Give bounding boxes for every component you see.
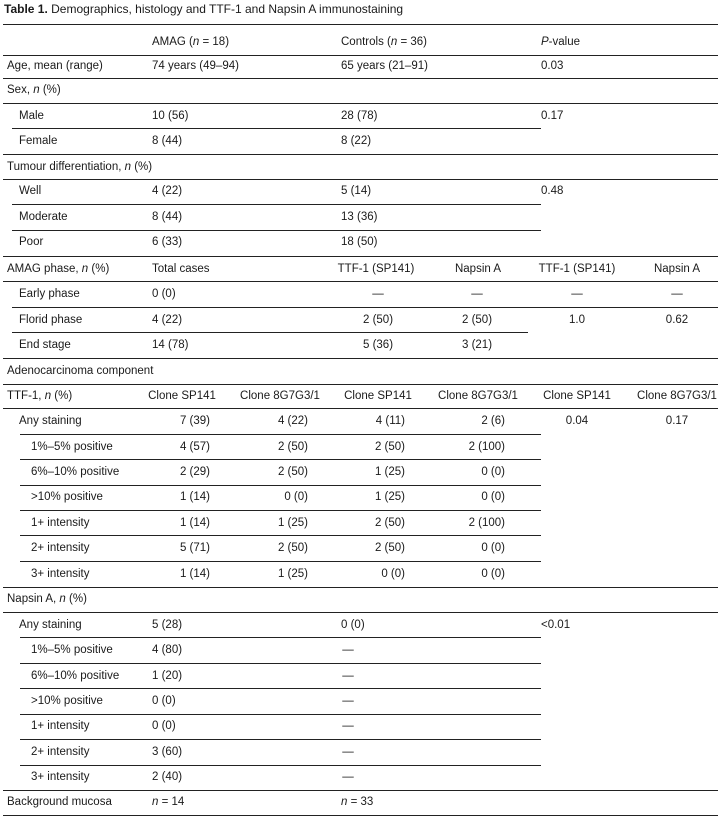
- napsin-row-amag: [152, 669, 182, 683]
- napsin-row-label: [31, 770, 90, 784]
- napsin-row-label: [19, 618, 82, 632]
- diff-row-controls-text: 13 (36): [341, 211, 378, 223]
- ttf1-row-ctrl-8g7g3-text: 0 (0): [481, 491, 505, 503]
- ttf1-row-amag-sp141: [180, 414, 210, 428]
- diff-row-controls: [341, 184, 371, 198]
- phase-row-ttf-text: 2 (50): [362, 314, 394, 326]
- phase-label-text: (%): [88, 263, 110, 275]
- header-pvalue: [541, 35, 580, 49]
- ttf1-row-amag-8g7g3: [278, 440, 308, 454]
- ttf1-row-ctrl-sp141: [381, 567, 405, 581]
- table-rule: [3, 256, 718, 257]
- ttf1-row-amag-sp141: [180, 440, 210, 454]
- phase-row-ttf: [372, 287, 384, 301]
- ttf1-header-3: [344, 389, 412, 403]
- phase-label-text: n: [81, 263, 89, 275]
- sex-row-amag: [152, 134, 182, 148]
- ttf1-row-label: [31, 516, 90, 530]
- table-rule: [20, 434, 541, 435]
- background-controls: [341, 795, 373, 809]
- phase-p-ttf: [569, 313, 585, 327]
- ttf1-row-label-text: 3+ intensity: [31, 568, 90, 580]
- ttf1-row-ctrl-sp141-text: 2 (50): [374, 542, 405, 554]
- age-label: [7, 59, 103, 73]
- header-pvalue-text: P: [541, 36, 549, 48]
- ttf1-row-amag-sp141-text: 1 (14): [179, 491, 210, 503]
- sex-row-controls: [341, 109, 377, 123]
- sex-label-text: n: [33, 84, 40, 96]
- ttf1-row-ctrl-8g7g3: [481, 490, 505, 504]
- napsin-row-amag-text: 0 (0): [152, 720, 176, 732]
- table-rule: [3, 358, 718, 359]
- ttf1-row-label-text: >10% positive: [31, 491, 103, 503]
- ttf1-row-label: [31, 490, 103, 504]
- header-amag-text: = 18): [199, 36, 230, 48]
- phase-label: [7, 262, 109, 276]
- ttf1-row-ctrl-8g7g3-text: 0 (0): [481, 466, 505, 478]
- table-rule: [20, 765, 541, 766]
- sex-pvalue-text: 0.17: [541, 110, 564, 122]
- napsin-row-controls-text: —: [342, 695, 354, 707]
- ttf1-row-amag-8g7g3: [284, 490, 308, 504]
- phase-p-early-napsin: [671, 287, 683, 301]
- age-amag-text: 74 years (49–94): [152, 60, 239, 72]
- table-rule: [3, 55, 718, 56]
- sex-row-amag-text: 10 (56): [152, 110, 189, 122]
- napsin-label-text: Napsin A,: [7, 593, 60, 605]
- table-rule: [20, 637, 541, 638]
- phase-ttf-header-text: TTF-1 (SP141): [337, 263, 415, 275]
- napsin-row-label: [31, 669, 119, 683]
- napsin-row-label-text: 2+ intensity: [31, 746, 90, 758]
- ttf1-row-amag-8g7g3: [278, 465, 308, 479]
- ttf1-row-ctrl-sp141-text: 1 (25): [374, 466, 405, 478]
- table-title: Demographics, histology and TTF-1 and Napsin A immunostaining: [51, 2, 404, 16]
- header-amag: [152, 35, 229, 49]
- header-controls-text: n: [390, 36, 398, 48]
- diff-label-text: (%): [131, 161, 153, 173]
- napsin-row-label: [31, 719, 90, 733]
- phase-row-label: [19, 338, 71, 352]
- table-rule: [20, 688, 541, 689]
- ttf1-row-ctrl-8g7g3: [481, 465, 505, 479]
- sex-row-controls: [341, 134, 371, 148]
- phase-row-label-text: Florid phase: [19, 314, 83, 326]
- ttf1-row-ctrl-sp141: [375, 516, 405, 530]
- phase-p-early-ttf-text: —: [571, 288, 583, 300]
- age-label-text: Age, mean (range): [7, 60, 103, 72]
- background-controls-text: n: [341, 796, 348, 808]
- napsin-row-amag-text: 1 (20): [152, 670, 183, 682]
- diff-row-amag-text: 8 (44): [152, 211, 183, 223]
- napsin-row-controls-text: 0 (0): [341, 619, 365, 631]
- table-number: Table 1.: [4, 2, 48, 16]
- ttf1-p-8g7g3: [666, 414, 688, 428]
- phase-row-total-text: 14 (78): [152, 339, 189, 351]
- phase-row-napsin-text: 2 (50): [461, 314, 493, 326]
- phase-row-ttf: [363, 313, 393, 327]
- ttf1-row-ctrl-8g7g3-text: 2 (100): [468, 441, 505, 453]
- ttf1-row-amag-sp141-text: 4 (57): [179, 441, 210, 453]
- phase-row-total-text: 0 (0): [152, 288, 176, 300]
- diff-row-controls-text: 18 (50): [341, 236, 378, 248]
- napsin-row-label-text: 6%–10% positive: [31, 670, 120, 682]
- phase-p-napsin-text: 0.62: [665, 314, 689, 326]
- diff-pvalue: [541, 184, 563, 198]
- ttf1-header-2: [240, 389, 320, 403]
- ttf1-header-5: [543, 389, 611, 403]
- phase-ttf-header: [338, 262, 415, 276]
- ttf1-row-ctrl-8g7g3-text: 2 (100): [468, 517, 505, 529]
- diff-row-controls-text: 5 (14): [341, 185, 372, 197]
- phase-row-total: [152, 313, 182, 327]
- phase-p-napsin-header-text: Napsin A: [653, 263, 701, 275]
- ttf1-row-ctrl-8g7g3: [481, 541, 505, 555]
- phase-row-total: [152, 338, 188, 352]
- ttf1-header-2-text: Clone 8G7G3/1: [240, 390, 320, 402]
- table-rule: [3, 815, 718, 816]
- ttf1-row-amag-8g7g3-text: 2 (50): [277, 441, 308, 453]
- ttf1-row-ctrl-sp141-text: 4 (11): [375, 415, 405, 427]
- table-rule: [20, 663, 541, 664]
- header-amag-text: n: [192, 36, 200, 48]
- background-label: [7, 795, 112, 809]
- phase-total-header: [152, 262, 210, 276]
- table-rule: [20, 714, 541, 715]
- ttf1-row-amag-sp141-text: 7 (39): [179, 415, 210, 427]
- diff-row-amag-text: 4 (22): [152, 185, 183, 197]
- sex-label-text: Sex,: [7, 84, 34, 96]
- ttf1-row-amag-sp141-text: 1 (14): [179, 517, 210, 529]
- phase-label-text: AMAG phase,: [7, 263, 82, 275]
- sex-pvalue: [541, 109, 563, 123]
- ttf1-row-amag-8g7g3-text: 4 (22): [277, 415, 308, 427]
- sex-row-label-text: Female: [19, 135, 58, 147]
- napsin-row-label-text: >10% positive: [31, 695, 103, 707]
- table-rule: [12, 128, 541, 129]
- ttf1-header-6: [637, 389, 717, 403]
- ttf1-row-amag-8g7g3: [278, 567, 308, 581]
- ttf1-row-label: [31, 465, 119, 479]
- napsin-row-label-text: Any staining: [19, 619, 82, 631]
- table-rule: [3, 281, 718, 282]
- napsin-row-label: [31, 745, 90, 759]
- phase-row-napsin: [462, 313, 492, 327]
- napsin-row-label: [31, 694, 103, 708]
- table-rule: [20, 459, 541, 460]
- napsin-row-controls: [342, 719, 354, 733]
- napsin-row-label-text: 1%–5% positive: [31, 644, 113, 656]
- napsin-row-controls: [341, 618, 365, 632]
- table-rule: [3, 78, 718, 79]
- ttf1-row-label-text: 1+ intensity: [31, 517, 90, 529]
- ttf1-header-1-text: Clone SP141: [148, 390, 216, 402]
- table-rule: [12, 204, 541, 205]
- napsin-row-amag: [152, 643, 182, 657]
- header-controls-text: Controls (: [341, 36, 391, 48]
- ttf1-p-sp141: [566, 414, 588, 428]
- ttf1-label-text: (%): [51, 390, 73, 402]
- ttf1-row-label-text: 2+ intensity: [31, 542, 90, 554]
- ttf1-row-ctrl-sp141-text: 0 (0): [381, 568, 405, 580]
- phase-row-label-text: Early phase: [19, 288, 80, 300]
- napsin-row-controls-text: —: [342, 670, 354, 682]
- sex-row-controls-text: 8 (22): [341, 135, 372, 147]
- napsin-row-label-text: 1+ intensity: [31, 720, 90, 732]
- napsin-row-controls-text: —: [342, 644, 354, 656]
- diff-row-controls: [341, 235, 377, 249]
- age-amag: [152, 59, 239, 73]
- napsin-row-amag: [152, 745, 182, 759]
- table-rule: [3, 408, 718, 409]
- ttf1-header-5-text: Clone SP141: [543, 390, 611, 402]
- phase-p-napsin-header: [654, 262, 700, 276]
- table-rule: [3, 154, 718, 155]
- napsin-row-controls-text: —: [342, 746, 354, 758]
- age-pvalue-text: 0.03: [541, 60, 564, 72]
- napsin-row-amag: [152, 618, 182, 632]
- age-controls-text: 65 years (21–91): [341, 60, 428, 72]
- ttf1-row-amag-8g7g3: [278, 516, 308, 530]
- ttf1-label-text: TTF-1,: [7, 390, 45, 402]
- ttf1-header-4-text: Clone 8G7G3/1: [438, 390, 518, 402]
- diff-label-text: n: [124, 161, 132, 173]
- phase-napsin-header-text: Napsin A: [454, 263, 502, 275]
- table-rule: [20, 535, 541, 536]
- ttf1-row-amag-sp141-text: 2 (29): [179, 466, 210, 478]
- ttf1-row-amag-8g7g3-text: 2 (50): [277, 466, 308, 478]
- age-pvalue: [541, 59, 563, 73]
- sex-label-text: (%): [39, 84, 61, 96]
- phase-p-ttf-header: [539, 262, 616, 276]
- table-rule: [12, 230, 541, 231]
- diff-row-label: [19, 235, 43, 249]
- diff-row-label: [19, 210, 68, 224]
- header-amag-text: AMAG (: [152, 36, 193, 48]
- sex-row-label-text: Male: [19, 110, 44, 122]
- ttf1-row-label-text: Any staining: [19, 415, 82, 427]
- diff-label-text: Tumour differentiation,: [7, 161, 125, 173]
- table-rule: [20, 510, 541, 511]
- ttf1-row-amag-8g7g3-text: 1 (25): [277, 568, 308, 580]
- ttf1-row-ctrl-sp141: [375, 541, 405, 555]
- phase-row-ttf-text: 5 (36): [362, 339, 394, 351]
- header-controls: [341, 35, 427, 49]
- table-rule: [20, 561, 541, 562]
- ttf1-row-ctrl-8g7g3-text: 2 (6): [481, 415, 505, 427]
- diff-row-controls: [341, 210, 377, 224]
- ttf1-row-amag-sp141-text: 1 (14): [179, 568, 210, 580]
- napsin-row-amag: [152, 770, 182, 784]
- napsin-row-controls: [342, 770, 354, 784]
- ttf1-row-label: [31, 440, 113, 454]
- ttf1-row-ctrl-8g7g3: [481, 414, 505, 428]
- ttf1-row-amag-8g7g3: [278, 541, 308, 555]
- ttf1-row-ctrl-sp141: [375, 465, 405, 479]
- ttf1-p-sp141-text: 0.04: [565, 415, 589, 427]
- ttf1-row-ctrl-8g7g3: [481, 567, 505, 581]
- ttf1-row-ctrl-sp141: [375, 440, 405, 454]
- ttf1-row-amag-sp141: [180, 465, 210, 479]
- napsin-row-label: [31, 643, 113, 657]
- napsin-row-amag-text: 0 (0): [152, 695, 176, 707]
- phase-row-ttf: [363, 338, 393, 352]
- phase-p-early-ttf: [571, 287, 583, 301]
- table-rule: [3, 24, 718, 25]
- ttf1-row-amag-sp141: [180, 567, 210, 581]
- napsin-pvalue-text: <0.01: [541, 619, 571, 631]
- ttf1-row-ctrl-sp141-text: 2 (50): [374, 441, 405, 453]
- ttf1-row-amag-sp141: [180, 490, 210, 504]
- ttf1-row-amag-sp141: [180, 516, 210, 530]
- background-amag-text: = 14: [158, 796, 185, 808]
- ttf1-header-6-text: Clone 8G7G3/1: [637, 390, 717, 402]
- napsin-row-controls-text: —: [342, 720, 354, 732]
- diff-row-label-text: Well: [19, 185, 42, 197]
- napsin-label-text: n: [59, 593, 66, 605]
- phase-napsin-header: [455, 262, 501, 276]
- adeno-label: [7, 364, 153, 378]
- ttf1-row-label-text: 6%–10% positive: [31, 466, 120, 478]
- phase-total-header-text: Total cases: [152, 263, 210, 275]
- napsin-row-controls: [342, 643, 354, 657]
- table-rule: [3, 790, 718, 791]
- diff-pvalue-text: 0.48: [541, 185, 564, 197]
- ttf1-row-label: [31, 567, 90, 581]
- napsin-row-controls: [342, 694, 354, 708]
- table-rule: [3, 587, 718, 588]
- napsin-label-text: (%): [65, 593, 87, 605]
- diff-row-amag: [152, 210, 182, 224]
- table-rule: [3, 612, 718, 613]
- ttf1-header-3-text: Clone SP141: [344, 390, 412, 402]
- ttf1-row-ctrl-8g7g3: [469, 440, 505, 454]
- napsin-row-amag-text: 3 (60): [152, 746, 183, 758]
- ttf1-row-amag-8g7g3-text: 0 (0): [284, 491, 308, 503]
- table-rule: [3, 179, 718, 180]
- phase-row-label-text: End stage: [19, 339, 71, 351]
- table-rule: [12, 307, 718, 308]
- sex-row-controls-text: 28 (78): [341, 110, 378, 122]
- phase-row-napsin: [462, 338, 492, 352]
- napsin-pvalue: [541, 618, 570, 632]
- diff-row-amag: [152, 235, 182, 249]
- diff-row-label-text: Poor: [19, 236, 44, 248]
- phase-row-total-text: 4 (22): [152, 314, 183, 326]
- sex-row-label: [19, 109, 44, 123]
- napsin-row-controls: [342, 745, 354, 759]
- table-rule: [20, 485, 541, 486]
- age-controls: [341, 59, 428, 73]
- adeno-label-text: Adenocarcinoma component: [7, 365, 154, 377]
- background-label-text: Background mucosa: [7, 796, 112, 808]
- napsin-row-amag-text: 4 (80): [152, 644, 183, 656]
- ttf1-label: [7, 389, 72, 403]
- ttf1-row-amag-sp141: [180, 541, 210, 555]
- phase-p-ttf-text: 1.0: [569, 314, 585, 326]
- table-rule: [20, 739, 541, 740]
- ttf1-row-ctrl-sp141: [375, 490, 405, 504]
- phase-p-napsin: [666, 313, 688, 327]
- sex-row-label: [19, 134, 57, 148]
- ttf1-row-label-text: 1%–5% positive: [31, 441, 113, 453]
- ttf1-row-amag-8g7g3-text: 2 (50): [277, 542, 308, 554]
- table-rule: [12, 332, 528, 333]
- phase-row-label: [19, 313, 82, 327]
- ttf1-row-ctrl-8g7g3-text: 0 (0): [481, 542, 505, 554]
- ttf1-row-ctrl-sp141-text: 2 (50): [374, 517, 405, 529]
- sex-label: [7, 83, 61, 97]
- sex-row-amag: [152, 109, 188, 123]
- background-amag: [152, 795, 184, 809]
- napsin-row-controls-text: —: [342, 771, 354, 783]
- phase-row-total: [152, 287, 176, 301]
- background-amag-text: n: [152, 796, 159, 808]
- diff-row-amag: [152, 184, 182, 198]
- napsin-row-controls: [342, 669, 354, 683]
- napsin-row-amag: [152, 694, 176, 708]
- diff-row-label-text: Moderate: [19, 211, 68, 223]
- ttf1-label-text: n: [44, 390, 52, 402]
- header-pvalue-text: -value: [548, 36, 580, 48]
- ttf1-row-label: [31, 541, 90, 555]
- ttf1-header-4: [438, 389, 518, 403]
- phase-p-ttf-header-text: TTF-1 (SP141): [538, 263, 616, 275]
- ttf1-row-ctrl-8g7g3-text: 0 (0): [481, 568, 505, 580]
- ttf1-row-ctrl-sp141-text: 1 (25): [374, 491, 405, 503]
- background-controls-text: = 33: [347, 796, 374, 808]
- phase-row-napsin-text: —: [471, 288, 483, 300]
- napsin-label: [7, 592, 87, 606]
- table-caption: [4, 2, 403, 16]
- table-rule: [3, 384, 718, 385]
- napsin-row-amag: [152, 719, 176, 733]
- napsin-row-amag-text: 2 (40): [152, 771, 183, 783]
- diff-label: [7, 160, 152, 174]
- phase-p-early-napsin-text: —: [671, 288, 683, 300]
- ttf1-p-8g7g3-text: 0.17: [665, 415, 689, 427]
- ttf1-row-label: [19, 414, 82, 428]
- header-controls-text: = 36): [397, 36, 427, 48]
- phase-row-napsin: [471, 287, 483, 301]
- ttf1-row-ctrl-8g7g3: [469, 516, 505, 530]
- phase-row-napsin-text: 3 (21): [461, 339, 493, 351]
- napsin-row-label-text: 3+ intensity: [31, 771, 90, 783]
- diff-row-amag-text: 6 (33): [152, 236, 183, 248]
- ttf1-row-ctrl-sp141: [376, 414, 405, 428]
- ttf1-row-amag-sp141-text: 5 (71): [179, 542, 210, 554]
- phase-row-label: [19, 287, 80, 301]
- diff-row-label: [19, 184, 41, 198]
- ttf1-row-amag-8g7g3-text: 1 (25): [277, 517, 308, 529]
- phase-row-ttf-text: —: [372, 288, 384, 300]
- ttf1-row-amag-8g7g3: [278, 414, 308, 428]
- table-rule: [3, 103, 718, 104]
- ttf1-header-1: [148, 389, 216, 403]
- sex-row-amag-text: 8 (44): [152, 135, 183, 147]
- napsin-row-amag-text: 5 (28): [152, 619, 183, 631]
